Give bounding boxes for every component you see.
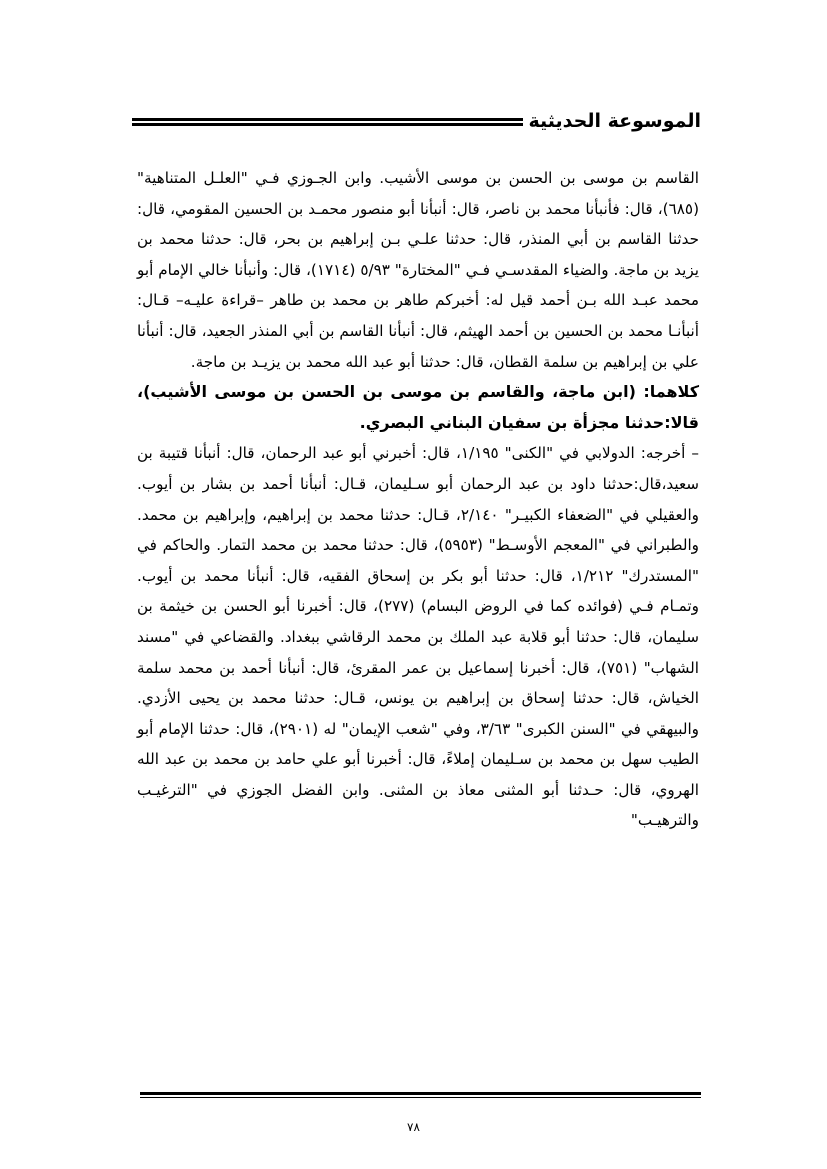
running-header <box>132 108 701 134</box>
footer-rule-thin <box>140 1097 701 1098</box>
page-number: ٧٨ <box>407 1120 420 1134</box>
paragraph-3: – أخرجه: الدولابي في "الكنى" ١/١٩٥، قال: أخبرني أبو عبد الرحمان، قال: أنبأنا قتيبة بن سعيد،قال:حدثنا داود بن عبد الرحمان أبو سـليمان، قـال: أنبأنا أحمد بن بشار بن أيوب. والعقيلي في "الضعفاء الكبيـر" ٢/١٤٠، قـال: حدثنا محمد بن إبراهيم، وإبراهيم بن محمد. والطبراني في "المعجم الأوسـط" (٥٩٥٣)، قال: حدثنا محمد بن محمد التمار. والحاكم في "المستدرك" ١/٢١٢، قال: حدثنا أبو بكر بن إسحاق الفقيه، قال: أنبأنا محمد بن أيوب. وتمـام فـي (فوائده كما في الروض البسام) (٢٧٧)، قال: أخبرنا أبو الحسن بن خيثمة بن سليمان، قال: حدثنا أبو قلابة عبد الملك بن محمد الرقاشي ببغداد. والقضاعي في "مسند الشهاب" (٧٥١)، قال: أخبرنا إسماعيل بن عمر المقرئ، قال: أنبأنا أحمد بن محمد سلمة الخياش، قال: حدثنا إسحاق بن إبراهيم بن يونس، قـال: حدثنا محمد بن يحيى الأزدي. والبيهقي في "السنن الكبرى" ٣/٦٣، وفي "شعب الإيمان" له (٢٩٠١)، قال: حدثنا الإمام أبو الطيب سهل بن محمد بن سـليمان إملاءً، قال: أخبرنا أبو علي حامد بن محمد بن عبد الله الهروي، قال: حـدثنا أبو المثنى معاذ بن المثنى. وابن الفضل الجوزي في "الترغيـب والترهيـب" <box>137 444 700 830</box>
footer-rule-thick <box>140 1092 701 1095</box>
paragraph-2-bold: كلاهما: (ابن ماجة، والقاسم بن موسى بن الحسن بن موسى الأشيب)، قالا:حدثنا مجزأة بن سفيان البناني البصري. <box>137 382 699 432</box>
main-text <box>137 163 699 836</box>
header-title: الموسوعة الحديثية <box>523 108 702 134</box>
paragraph-1: القاسم بن موسى بن الحسن بن موسى الأشيب. وابن الجـوزي فـي "العلـل المتناهية" (٦٨٥)، قال: فأنبأنا محمد بن ناصر، قال: أنبأنا أبو منصور محمـد بن الحسين المقومي، قال: حدثنا القاسم بن أبي المنذر، قال: حدثنا علـي بـن إبراهيم بن بحر، قال: حدثنا محمد بن يزيد بن ماجة. والضياء المقدسـي فـي "المختارة" ٥/٩٣ (١٧١٤)، قال: وأنبأنا خالي الإمام أبو محمد عبـد الله بـن أحمد قيل له: أخبركم طاهر بن محمد بن طاهر –قراءة عليـه– قـال: أنبأنـا محمد بن الحسين بن أحمد الهيثم، قال: أنبأنا القاسم بن أبي المنذر الجعيد، قال: أنبأنا علي بن إبراهيم بن سلمة القطان، قال: حدثنا أبو عبد الله محمد بن يزيـد بن ماجة. <box>137 169 699 371</box>
